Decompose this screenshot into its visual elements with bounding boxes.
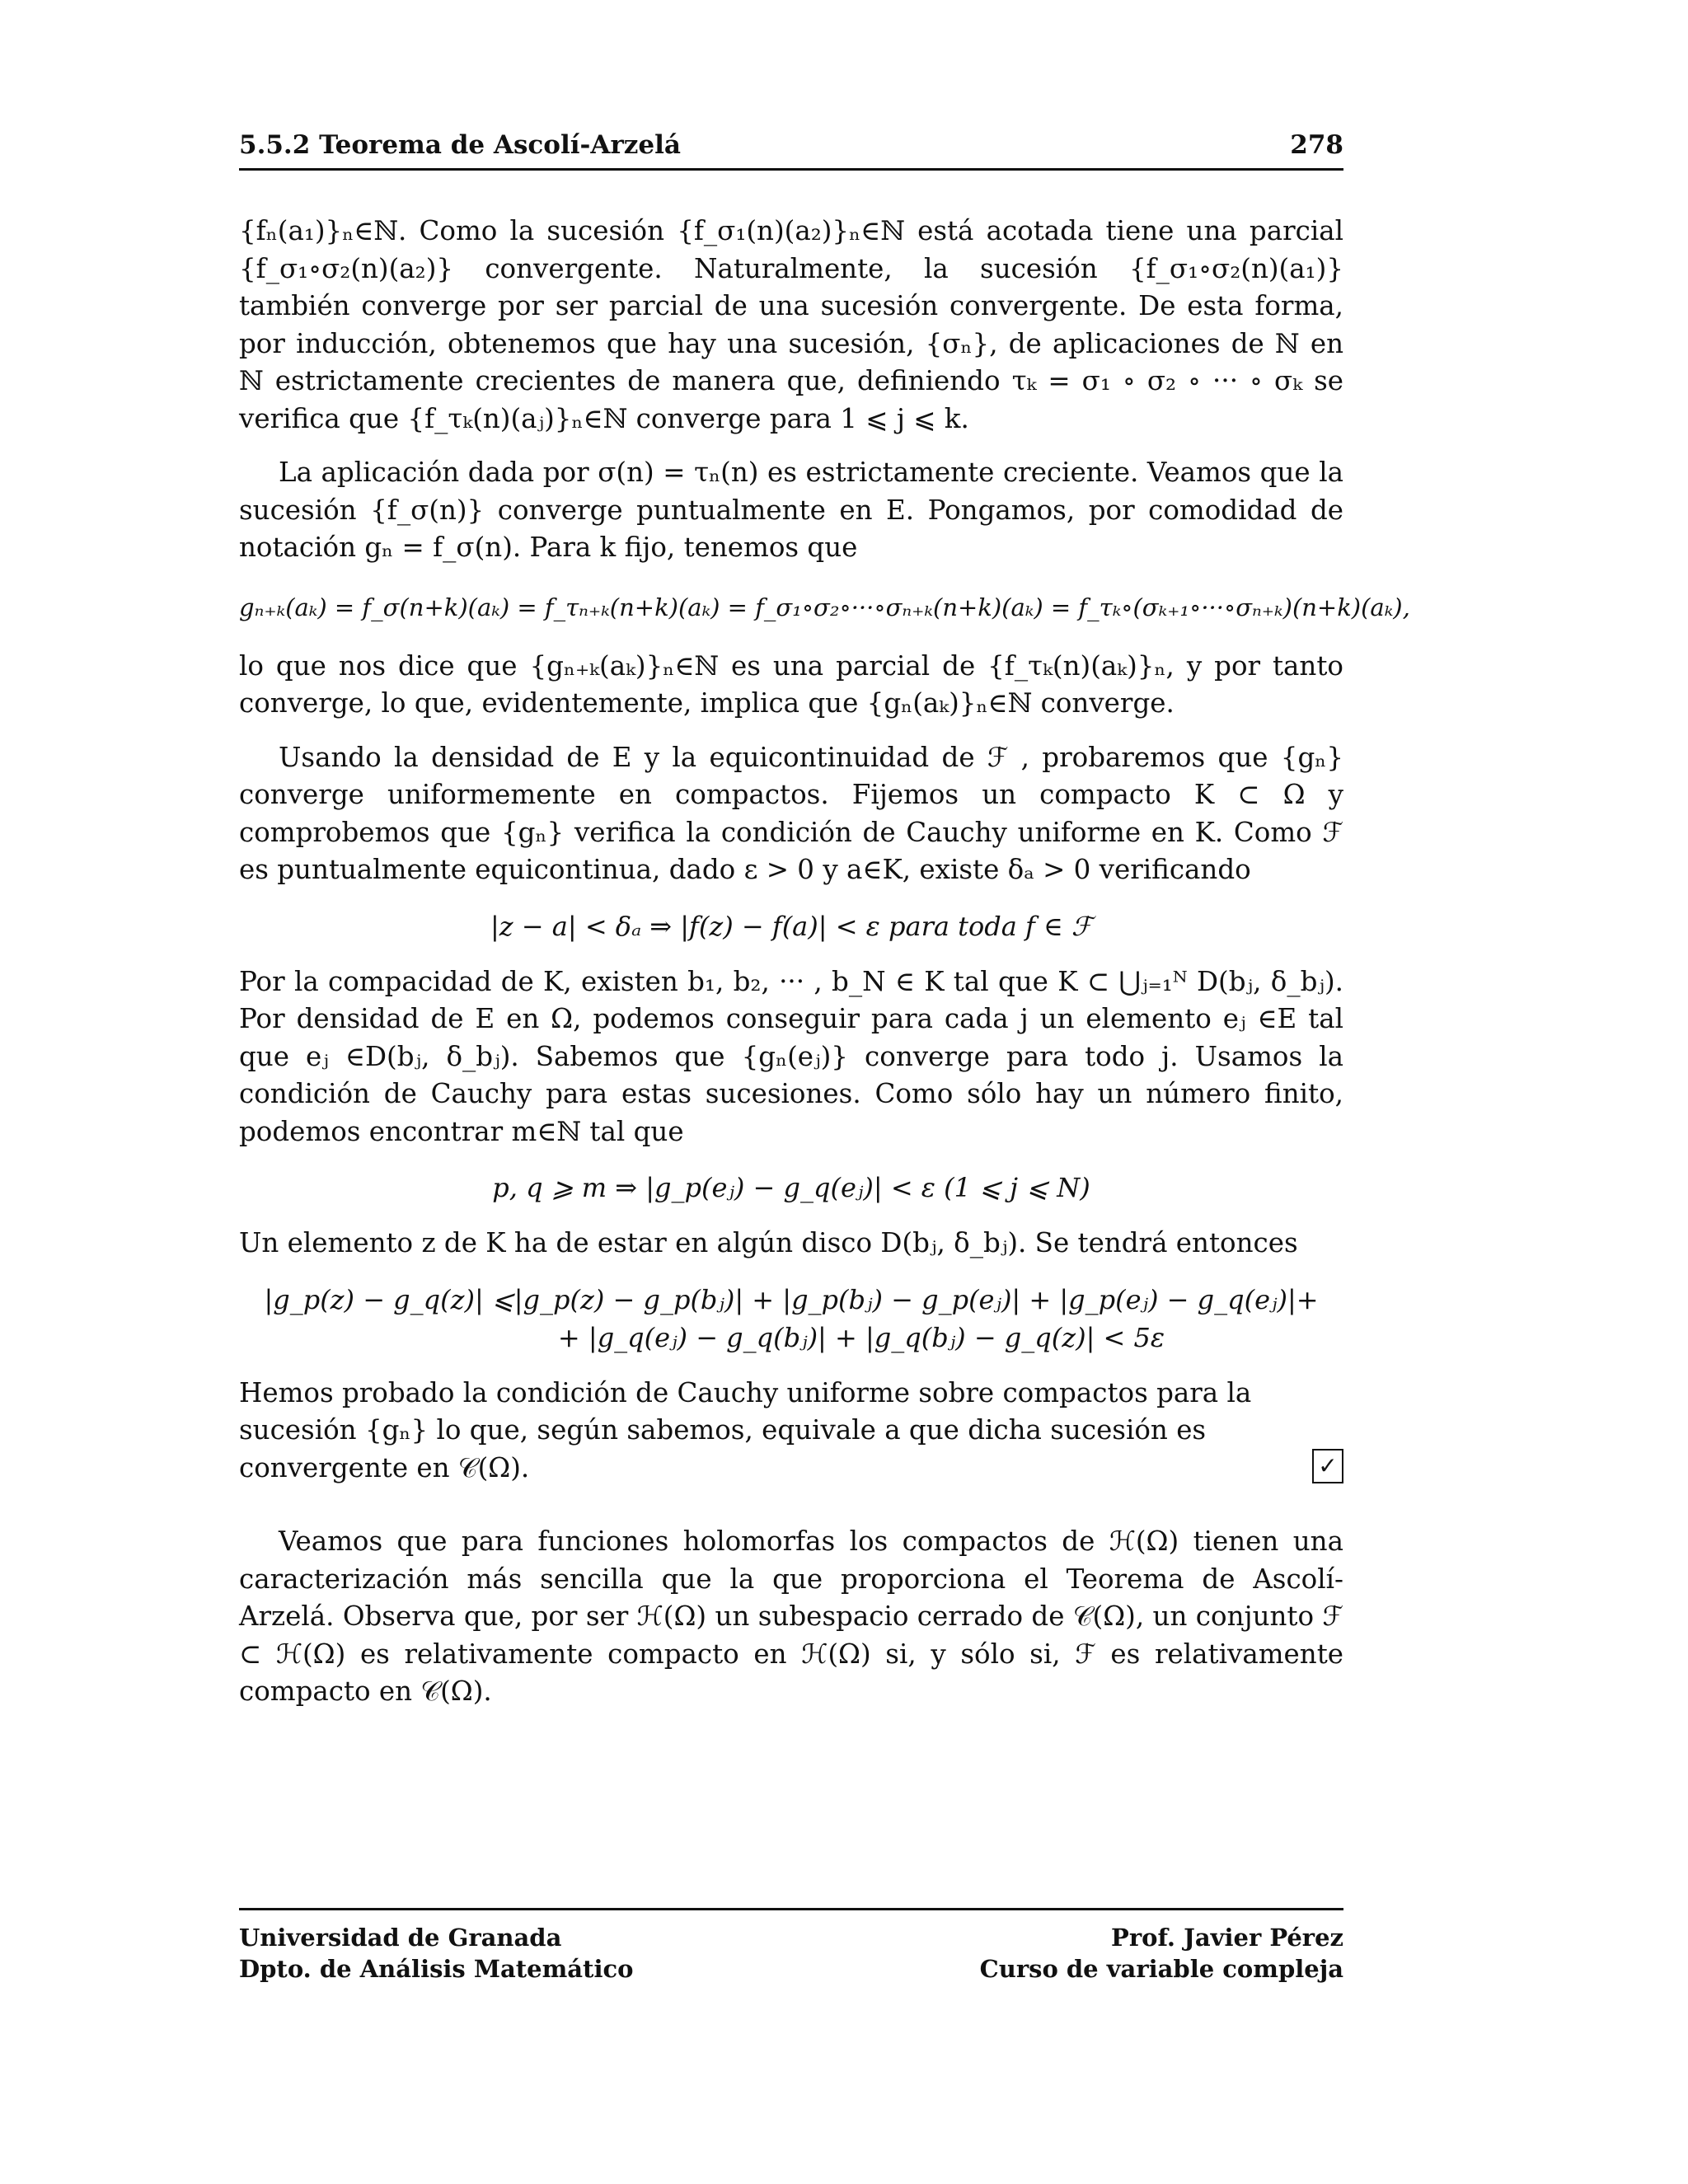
qed-checkmark-icon: ✓ (1312, 1449, 1343, 1483)
section-title: 5.5.2 Teorema de Ascolí-Arzelá (239, 130, 681, 160)
paragraph-4: Usando la densidad de E y la equicontinuidad de ℱ , probaremos que {gₙ} converge uniformemente en compactos. Fijemos un compacto K ⊂ Ω y comprobemos que {gₙ} verifica la condición de Cauchy uniforme en K. Como ℱ es puntualmente equicontinua, dado ε > 0 y a∈K, existe δₐ > 0 verificando (239, 741, 1343, 885)
conclusion-block (239, 1375, 1343, 1488)
paragraph-3: lo que nos dice que {gₙ₊ₖ(aₖ)}ₙ∈ℕ es una parcial de {f_τₖ(n)(aₖ)}ₙ, y por tanto converge, lo que, evidentemente, implica que {gₙ(aₖ)}ₙ∈ℕ converge. (239, 649, 1343, 719)
paragraph-5: Por la compacidad de K, existen b₁, b₂, ··· , b_N ∈ K tal que K ⊂ ⋃ⱼ₌₁ᴺ D(bⱼ, δ_bⱼ). Por densidad de E en Ω, podemos conseguir para cada j un elemento eⱼ ∈E tal que eⱼ ∈D(bⱼ, δ_bⱼ). Sabemos que {gₙ(eⱼ)} converge para todo j. Usamos la condición de Cauchy para estas sucesiones. Como sólo hay un número finito, podemos encontrar m∈ℕ tal que (239, 965, 1343, 1147)
paragraph-1: {fₙ(a₁)}ₙ∈ℕ. Como la sucesión {f_σ₁(n)(a₂)}ₙ∈ℕ está acotada tiene una parcial {f_σ₁∘σ₂(n)(a₂)} convergente. Naturalmente, la sucesión {f_σ₁∘σ₂(n)(a₁)} también converge por ser parcial de una sucesión convergente. De esta forma, por inducción, obtenemos que hay una sucesión, {σₙ}, de aplicaciones de ℕ en ℕ estrictamente crecientes de manera que, definiendo τₖ = σ₁ ∘ σ₂ ∘ ··· ∘ σₖ se verifica que {f_τₖ(n)(aⱼ)}ₙ∈ℕ converge para 1 ⩽ j ⩽ k. (239, 215, 1343, 434)
page-footer (239, 1908, 1343, 1985)
running-header (239, 130, 1343, 171)
page-number: 278 (1290, 130, 1343, 160)
equation-4-line-2: + |g_q(eⱼ) − g_q(bⱼ)| + |g_q(bⱼ) − g_q(z)| < 5ε (557, 1321, 1165, 1353)
footer-university: Universidad de Granada (239, 1924, 562, 1952)
footer-department: Dpto. de Análisis Matemático (239, 1955, 634, 1983)
footer-left (239, 1922, 633, 1985)
equation-2: |z − a| < δₐ ⇒ |f(z) − f(a)| < ε para toda f ∈ ℱ (490, 910, 1093, 942)
main-text (239, 213, 1410, 1711)
equation-4-line-1: |g_p(z) − g_q(z)| ⩽|g_p(z) − g_p(bⱼ)| + |g_p(bⱼ) − g_p(eⱼ)| + |g_p(eⱼ) − g_q(eⱼ)|+ (264, 1283, 1319, 1315)
paragraph-8: Veamos que para funciones holomorfas los compactos de ℋ(Ω) tienen una caracterización más sencilla que la que proporciona el Teorema de Ascolí-Arzelá. Observa que, por ser ℋ(Ω) un subespacio cerrado de 𝒞(Ω), un conjunto ℱ ⊂ ℋ(Ω) es relativamente compacto en ℋ(Ω) si, y sólo si, ℱ es relativamente compacto en 𝒞(Ω). (239, 1526, 1343, 1707)
footer-author: Prof. Javier Pérez (1111, 1924, 1343, 1952)
equation-3: p, q ⩾ m ⇒ |g_p(eⱼ) − g_q(eⱼ)| < ε (1 ⩽ j ⩽ N) (492, 1172, 1090, 1203)
paragraph-6: Un elemento z de K ha de estar en algún disco D(bⱼ, δ_bⱼ). Se tendrá entonces (239, 1227, 1298, 1258)
equation-1: gₙ₊ₖ(aₖ) = f_σ(n+k)(aₖ) = f_τₙ₊ₖ(n+k)(aₖ) = f_σ₁∘σ₂∘···∘σₙ₊ₖ(n+k)(aₖ) = f_τₖ∘(σₖ₊₁∘···∘σₙ₊ₖ)(n+k)(aₖ), (239, 593, 1410, 621)
footer-course: Curso de variable compleja (979, 1955, 1343, 1983)
footer-right (980, 1922, 1343, 1985)
paragraph-2: La aplicación dada por σ(n) = τₙ(n) es estrictamente creciente. Veamos que la sucesión {f_σ(n)} converge puntualmente en E. Pongamos, por comodidad de notación gₙ = f_σ(n). Para k fijo, tenemos que (239, 457, 1343, 563)
paragraph-7: Hemos probado la condición de Cauchy uniforme sobre compactos para la sucesión {gₙ} lo que, según sabemos, equivale a que dicha sucesión es convergente en 𝒞(Ω). (239, 1376, 1252, 1483)
